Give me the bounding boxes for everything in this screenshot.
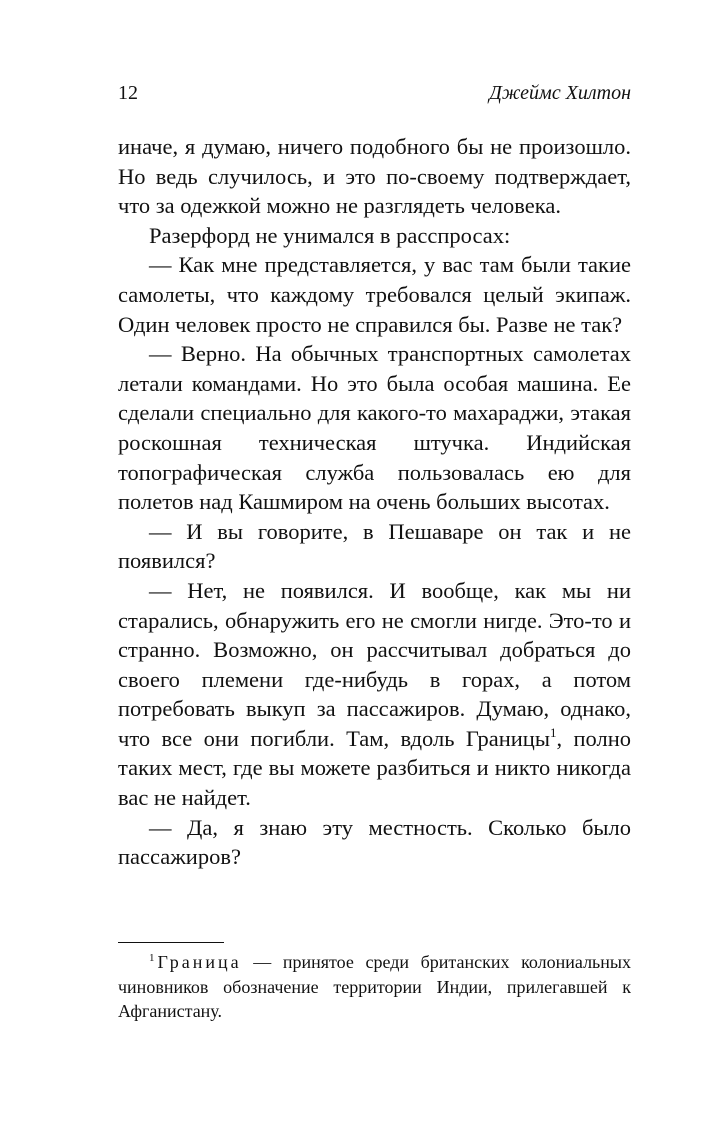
paragraph: Разерфорд не унимался в расспросах: bbox=[149, 222, 511, 248]
paragraph-text-continued: , полно таких мест, где вы можете разбиться и никто никогда вас не найдет. bbox=[118, 725, 632, 811]
footnotes bbox=[118, 950, 631, 1024]
footnote-text: — принятое среди британских колониальных чиновников обозначение территории Индии, прилегавшей к Афганистану. bbox=[118, 952, 631, 1021]
paragraph: — И вы говорите, в Пешаваре он так и не появился? bbox=[118, 518, 631, 574]
page-number: 12 bbox=[118, 82, 138, 104]
paragraph: — Да, я знаю эту местность. Сколько было пассажиров? bbox=[118, 814, 631, 870]
running-title: Джеймс Хилтон bbox=[489, 82, 631, 104]
paragraph: — Верно. На обычных транспортных самолетах летали командами. Но это была особая машина. Ее сделали специально для какого-то махараджи, этакая роскошная техническая штучка. Индийская топографическая служба пользовалась ею для полетов над Кашмиром на очень больших высотах. bbox=[118, 341, 631, 515]
footnote-reference: 1 bbox=[549, 724, 557, 740]
footnote-divider bbox=[118, 942, 224, 943]
paragraph: — Как мне представляется, у вас там были такие самолеты, что каждому требовался целый экипаж. Один человек просто не справился бы. Разве не так? bbox=[118, 252, 631, 337]
footnote bbox=[118, 950, 631, 1024]
footnote-marker: 1 bbox=[149, 952, 155, 964]
body-text bbox=[118, 132, 631, 872]
paragraph-text: — Нет, не появился. И вообще, как мы ни старались, обнаружить его не смогли нигде. Это-то и странно. Возможно, он рассчитывал добраться до своего племени где-нибудь в горах, а потом потребовать выкуп за пассажиров. Думаю, однако, что все они погибли. Там, вдоль Границы bbox=[118, 577, 631, 751]
paragraph-with-footnote bbox=[118, 576, 631, 813]
footnote-term: Граница bbox=[157, 952, 242, 972]
paragraph: иначе, я думаю, ничего подобного бы не произошло. Но ведь случилось, и это по-своему подтверждает, что за одежкой можно не разглядеть человека. bbox=[118, 134, 631, 219]
